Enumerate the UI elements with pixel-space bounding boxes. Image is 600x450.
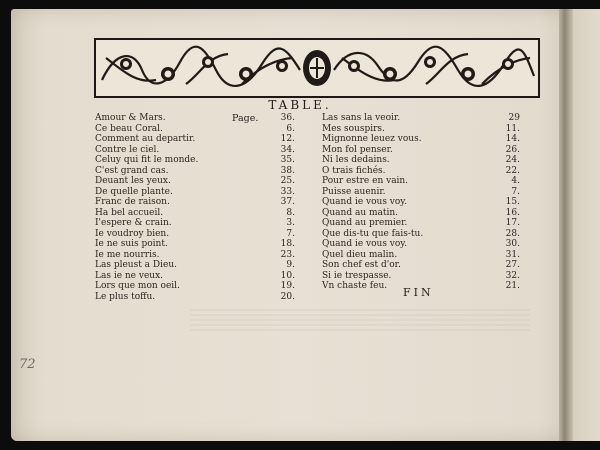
toc-entry bbox=[95, 197, 295, 208]
toc-entry-title: Contre le ciel. bbox=[95, 144, 160, 155]
toc-entry-title: Mon fol penser. bbox=[322, 144, 393, 155]
toc-entry-page: 8. bbox=[286, 207, 295, 218]
toc-entry bbox=[95, 229, 295, 240]
toc-entry bbox=[322, 208, 520, 219]
toc-entry bbox=[95, 113, 295, 124]
toc-entry bbox=[322, 239, 520, 250]
toc-entry-page: 24. bbox=[505, 155, 520, 165]
page-title: TABLE. bbox=[268, 98, 332, 112]
toc-entry-title: Mignonne leuez vous. bbox=[322, 134, 422, 144]
toc-entry-page: 18. bbox=[280, 239, 295, 249]
handwritten-folio-number: 72 bbox=[19, 357, 36, 372]
toc-entry bbox=[95, 218, 295, 229]
toc-entry-title: Ie me nourris. bbox=[95, 249, 160, 260]
toc-entry bbox=[95, 260, 295, 271]
toc-entry bbox=[322, 176, 520, 187]
toc-entry bbox=[95, 166, 295, 177]
toc-entry bbox=[322, 145, 520, 156]
toc-entry-page: 23. bbox=[280, 249, 295, 260]
toc-entry-title: Ce beau Coral. bbox=[95, 123, 163, 134]
toc-entry-title: Quand au premier. bbox=[322, 218, 408, 228]
toc-entry-page: 15. bbox=[505, 197, 520, 207]
toc-entry bbox=[322, 250, 520, 261]
toc-entry-page: 4. bbox=[511, 176, 520, 186]
ornamental-headpiece bbox=[94, 38, 540, 98]
book-gutter bbox=[559, 9, 573, 441]
toc-entry bbox=[95, 271, 295, 282]
page-column-label: Page. bbox=[232, 113, 259, 124]
toc-entry-title: Si ie trespasse. bbox=[322, 270, 392, 281]
toc-entry-page: 31. bbox=[505, 249, 520, 260]
toc-entry-title: Ie ne suis point. bbox=[95, 239, 168, 249]
toc-entry-title: Quand au matin. bbox=[322, 207, 399, 218]
toc-entry-page: 11. bbox=[505, 123, 520, 134]
toc-entry-title: Vn chaste feu. bbox=[322, 281, 388, 291]
toc-entry-page: 14. bbox=[505, 134, 520, 144]
toc-entry bbox=[95, 281, 295, 292]
toc-left-column bbox=[95, 113, 295, 302]
toc-entry-page: 6. bbox=[286, 123, 295, 134]
toc-entry bbox=[95, 208, 295, 219]
toc-entry-title: Lors que mon oeil. bbox=[95, 281, 180, 291]
toc-entry bbox=[95, 187, 295, 198]
toc-entry-page: 28. bbox=[505, 228, 520, 239]
toc-entry-title: Amour & Mars. bbox=[95, 113, 166, 123]
toc-entry-page: 9. bbox=[286, 260, 295, 270]
toc-entry-title: Ie voudroy bien. bbox=[95, 228, 170, 239]
toc-entry-title: Ni les dedains. bbox=[322, 155, 390, 165]
toc-entry-title: Pour estre en vain. bbox=[322, 176, 409, 186]
toc-entry bbox=[322, 218, 520, 229]
toc-entry-page: 26. bbox=[505, 144, 520, 155]
toc-entry-page: 12. bbox=[280, 134, 295, 144]
toc-entry-title: C'est grand cas. bbox=[95, 165, 169, 176]
toc-entry-title: Quand ie vous voy. bbox=[322, 239, 408, 249]
toc-entry-title: Deuant les yeux. bbox=[95, 176, 171, 186]
toc-entry-title: Comment au departir. bbox=[95, 134, 196, 144]
toc-entry bbox=[322, 134, 520, 145]
toc-entry-page: 33. bbox=[280, 186, 295, 197]
fin-mark: FIN bbox=[403, 286, 434, 299]
toc-entry-title: O trais fichés. bbox=[322, 165, 386, 176]
toc-entry-title: Que dis-tu que fais-tu. bbox=[322, 228, 424, 239]
toc-entry-title: Las ie ne veux. bbox=[95, 270, 164, 281]
toc-entry bbox=[322, 124, 520, 135]
toc-entry bbox=[95, 134, 295, 145]
toc-entry-title: Las sans la veoir. bbox=[322, 113, 401, 123]
toc-entry-title: Ha bel accueil. bbox=[95, 207, 164, 218]
adjacent-page-edge bbox=[573, 9, 600, 441]
toc-entry-page: 20. bbox=[280, 291, 295, 302]
toc-entry-page: 19. bbox=[280, 281, 295, 291]
toc-entry-page: 10. bbox=[280, 270, 295, 281]
toc-entry bbox=[322, 260, 520, 271]
toc-entry-page: 38. bbox=[280, 165, 295, 176]
toc-entry bbox=[322, 271, 520, 282]
toc-entry-page: 36. bbox=[280, 113, 295, 123]
toc-entry-page: 32. bbox=[505, 270, 520, 281]
toc-entry-title: Las pleust a Dieu. bbox=[95, 260, 177, 270]
toc-right-column bbox=[322, 113, 520, 292]
toc-entry bbox=[95, 155, 295, 166]
toc-entry-page: 21. bbox=[505, 281, 520, 291]
toc-entry-page: 17. bbox=[505, 218, 520, 228]
toc-entry bbox=[322, 113, 520, 124]
toc-entry-page: 29 bbox=[508, 113, 520, 123]
show-through-staves bbox=[190, 300, 530, 350]
toc-entry bbox=[322, 229, 520, 240]
toc-entry-title: Puisse auenir. bbox=[322, 186, 386, 197]
toc-entry bbox=[322, 197, 520, 208]
toc-entry-title: Mes souspirs. bbox=[322, 123, 385, 134]
toc-entry-page: 35. bbox=[280, 155, 295, 165]
toc-entry-title: Quand ie vous voy. bbox=[322, 197, 408, 207]
toc-entry bbox=[95, 124, 295, 135]
toc-entry-title: Son chef est d'or. bbox=[322, 260, 401, 270]
toc-entry-page: 7. bbox=[286, 228, 295, 239]
toc-entry-page: 16. bbox=[505, 207, 520, 218]
toc-entry bbox=[322, 187, 520, 198]
toc-entry-page: 34. bbox=[280, 144, 295, 155]
toc-entry-title: De quelle plante. bbox=[95, 186, 173, 197]
toc-entry-page: 27. bbox=[505, 260, 520, 270]
toc-entry bbox=[95, 239, 295, 250]
toc-entry bbox=[95, 176, 295, 187]
toc-entry-title: Quel dieu malin. bbox=[322, 249, 398, 260]
toc-entry bbox=[322, 166, 520, 177]
toc-entry-title: Le plus toffu. bbox=[95, 291, 156, 302]
toc-entry-title: Franc de raison. bbox=[95, 197, 170, 207]
toc-entry bbox=[95, 250, 295, 261]
toc-entry bbox=[322, 155, 520, 166]
toc-entry bbox=[95, 145, 295, 156]
toc-entry-title: I'espere & crain. bbox=[95, 218, 172, 228]
toc-entry-page: 30. bbox=[505, 239, 520, 249]
toc-entry-page: 3. bbox=[286, 218, 295, 228]
toc-entry-page: 22. bbox=[505, 165, 520, 176]
toc-entry-page: 25. bbox=[280, 176, 295, 186]
toc-entry-page: 7. bbox=[511, 186, 520, 197]
toc-entry-page: 37. bbox=[280, 197, 295, 207]
toc-entry-title: Celuy qui fit le monde. bbox=[95, 155, 199, 165]
